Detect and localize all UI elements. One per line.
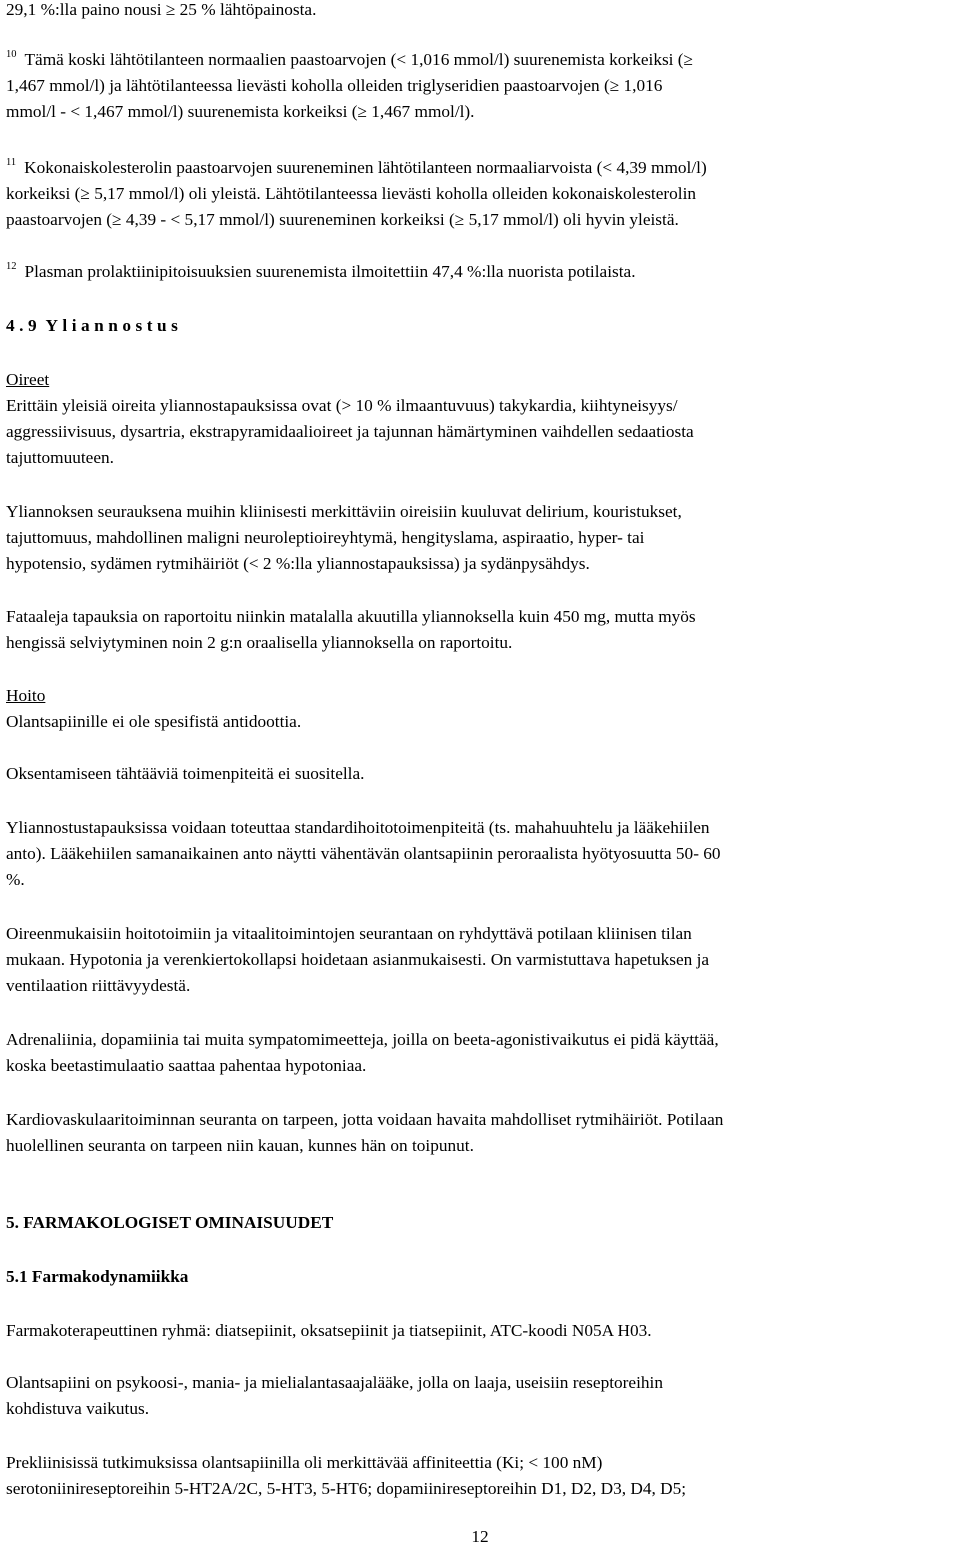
footnote-text: paastoarvojen (≥ 4,39 - < 5,17 mmol/l) suureneminen korkeiksi (≥ 5,17 mmol/l) oli hyvin yleistä. <box>6 210 679 229</box>
section-subheading-5-1: 5.1 Farmakodynamiikka <box>6 1267 189 1286</box>
hoito-paragraph: Kardiovaskulaaritoiminnan seuranta on tarpeen, jotta voidaan havaita mahdolliset rytmihäiriöt. Potilaan huolellinen seuranta on tarpeen niin kauan, kunnes hän on toipunut. <box>6 1110 724 1155</box>
section-heading-5: 5. FARMAKOLOGISET OMINAISUUDET <box>6 1213 334 1232</box>
section-5-paragraph: Prekliinisissä tutkimuksissa olantsapiinilla oli merkittävää affiniteettia (Ki; < 100 nM) serotoniinireseptoreihin 5-HT2A/2C, 5-HT3, 5-HT6; dopamiinireseptoreihin D1, D2, D3, D4, D5; <box>6 1453 687 1498</box>
section-number: 4.9 <box>6 316 42 335</box>
subheading-oireet: Oireet <box>6 370 50 389</box>
oireet-paragraph: Fataaleja tapauksia on raportoitu niinkin matalalla akuutilla yliannoksella kuin 450 mg, mutta myös hengissä selviytyminen noin 2 g:n oraalisella yliannoksella on raportoitu. <box>6 607 696 652</box>
hoito-paragraph: Oireenmukaisiin hoitotoimiin ja vitaalitoimintojen seurantaan on ryhdyttävä potilaan kliinisen tilan mukaan. Hypotonia ja verenkiertokollapsi hoidetaan asianmukaisesti. On varmistuttava hapetuksen ja ventilaation riittävyydestä. <box>6 924 710 995</box>
footnote-text: mmol/l - < 1,467 mmol/l) suurenemista korkeiksi (≥ 1,467 mmol/l). <box>6 102 475 121</box>
top-line: 29,1 %:lla paino nousi ≥ 25 % lähtöpainosta. <box>6 0 317 19</box>
footnote-marker: 10 <box>6 49 17 60</box>
footnote-12 <box>6 259 956 285</box>
oireet-paragraph: Erittäin yleisiä oireita yliannostapauksissa ovat (> 10 % ilmaantuvuus) takykardia, kiihtyneisyys/ aggressiivisuus, dysartria, ekstrapyramidaalioireet ja tajunnan hämärtyminen vaihdellen sedaatiosta tajuttomuuteen. <box>6 396 694 467</box>
footnote-10 <box>6 47 956 125</box>
footnote-marker: 11 <box>6 157 17 168</box>
hoito-paragraph: Oksentamiseen tähtääviä toimenpiteitä ei suositella. <box>6 764 365 783</box>
hoito-paragraph: Olantsapiinille ei ole spesifistä antidoottia. <box>6 712 302 731</box>
section-title: Yliannostus <box>45 316 183 335</box>
section-5-paragraph: Olantsapiini on psykoosi-, mania- ja mielialantasaajalääke, jolla on laaja, useisiin reseptoreihin kohdistuva vaikutus. <box>6 1373 663 1418</box>
footnote-text: 1,467 mmol/l) ja lähtötilanteessa lievästi koholla olleiden triglyseridien paastoarvojen (≥ 1,016 <box>6 76 663 95</box>
hoito-paragraph: Yliannostustapauksissa voidaan toteuttaa standardihoitotoimenpiteitä (ts. mahahuuhtelu ja lääkehiilen anto). Lääkehiilen samanaikainen anto näytti vähentävän olantsapiinin peroraalista hyötyosuutta 50- 60 %. <box>6 818 721 889</box>
footnote-11 <box>6 155 956 233</box>
footnote-text: Tämä koski lähtötilanteen normaalien paastoarvojen (< 1,016 mmol/l) suurenemista korkeiksi (≥ <box>24 50 694 69</box>
section-5-paragraph: Farmakoterapeuttinen ryhmä: diatsepiinit, oksatsepiinit ja tiatsepiinit, ATC-koodi N05A H03. <box>6 1321 652 1340</box>
oireet-paragraph: Yliannoksen seurauksena muihin kliinisesti merkittäviin oireisiin kuuluvat delirium, kouristukset, tajuttomuus, mahdollinen maligni neuroleptioireyhtymä, hengityslama, aspiraatio, hyper- tai hypotensio, sydämen rytmihäiriöt (< 2 %:lla yliannostapauksissa) ja sydänpysähdys. <box>6 502 682 573</box>
page-number: 12 <box>471 1527 489 1546</box>
footnote-marker: 12 <box>6 261 17 272</box>
footnote-text: Kokonaiskolesterolin paastoarvojen suureneminen lähtötilanteen normaaliarvoista (< 4,39 mmol/l) <box>24 158 707 177</box>
hoito-paragraph: Adrenaliinia, dopamiinia tai muita sympatomimeetteja, joilla on beeta-agonistivaikutus ei pidä käyttää, koska beetastimulaatio saattaa pahentaa hypotoniaa. <box>6 1030 719 1075</box>
subheading-hoito: Hoito <box>6 686 46 705</box>
footnote-text: Plasman prolaktiinipitoisuuksien suurenemista ilmoitettiin 47,4 %:lla nuorista potilaista. <box>24 262 636 281</box>
footnote-text: korkeiksi (≥ 5,17 mmol/l) oli yleistä. Lähtötilanteessa lievästi koholla olleiden kokonaiskolesterolin <box>6 184 697 203</box>
section-heading-4-9 <box>6 313 182 339</box>
